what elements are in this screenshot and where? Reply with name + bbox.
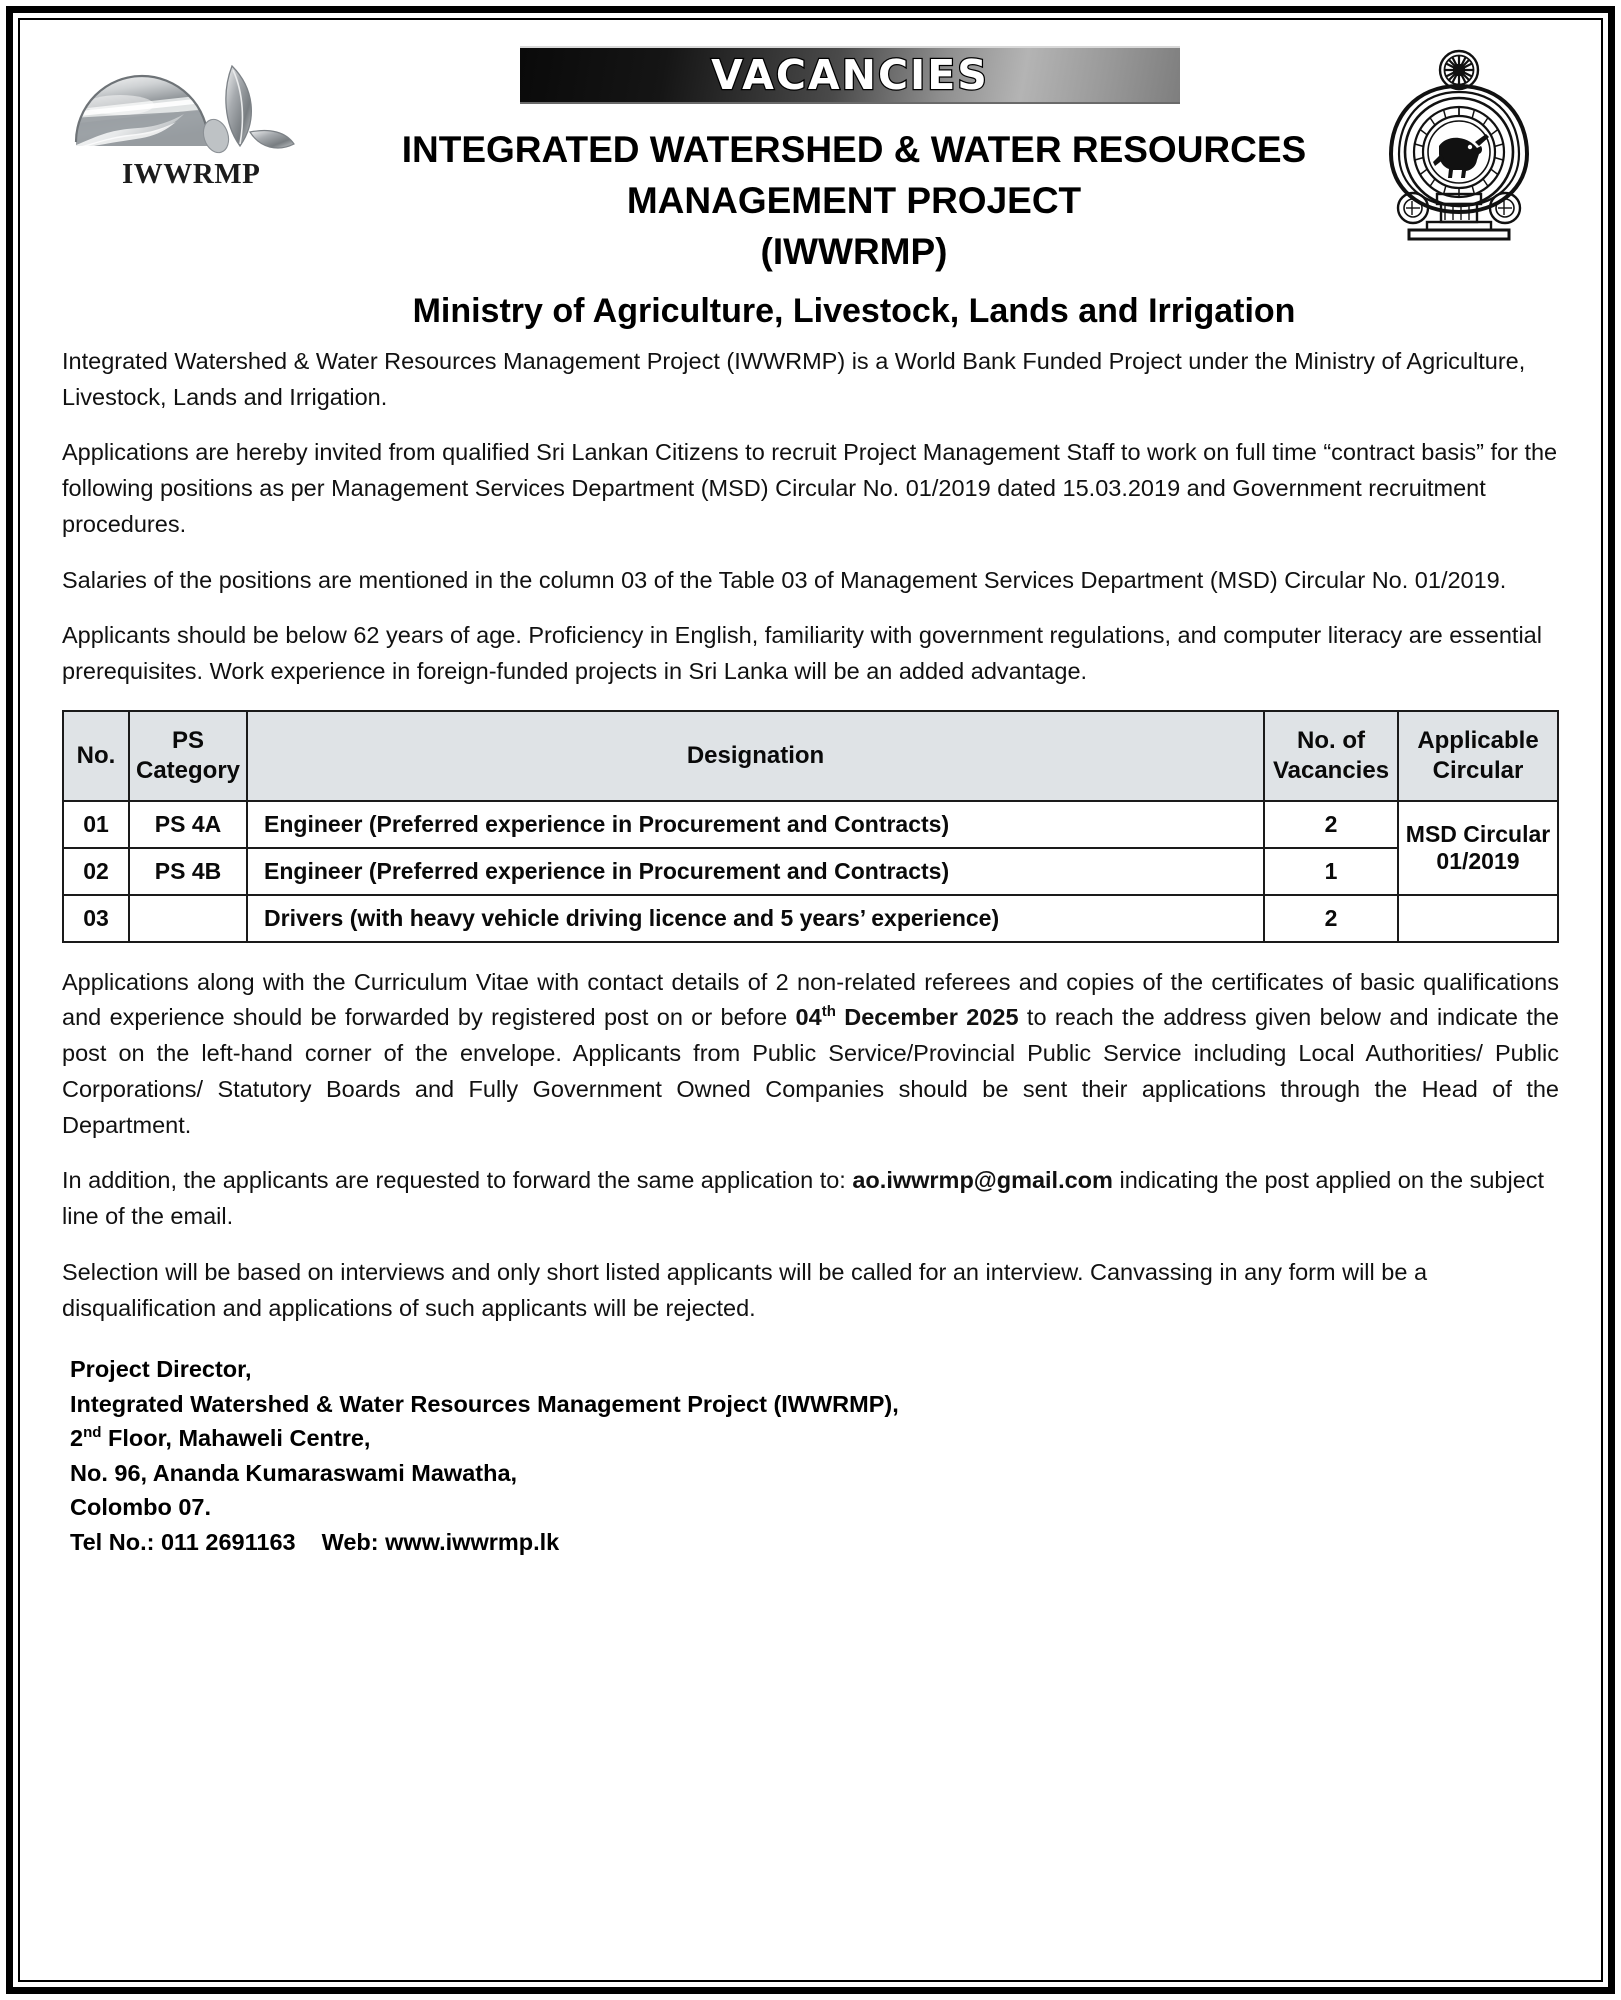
deadline-month-year: December 2025	[835, 1004, 1019, 1031]
intro-paragraph-4: Applicants should be below 62 years of age. Proficiency in English, familiarity with government regulations, and computer literacy are essential prerequisites. Work experience in foreign-funded projects in Sri Lanka will be an added advantage.	[62, 622, 1542, 685]
org-title-line-3: (IWWRMP)	[760, 231, 948, 273]
address-line-city: Colombo 07.	[70, 1494, 212, 1521]
web-label: Web:	[321, 1528, 386, 1555]
address-line-project: Integrated Watershed & Water Resources Management Project (IWWRMP),	[70, 1390, 899, 1417]
table-header-row	[63, 711, 1558, 801]
floor-number: 2	[70, 1425, 84, 1452]
table-row	[63, 848, 1558, 895]
row-vacancies: 1	[1264, 848, 1398, 895]
row-applicable-circular	[1398, 801, 1558, 895]
row-no: 01	[63, 801, 129, 848]
org-title-line-1: INTEGRATED WATERSHED & WATER RESOURCES	[401, 129, 1307, 170]
row-ps-category	[129, 895, 247, 942]
vacancies-line-1: No. of	[1297, 726, 1365, 754]
page-title	[354, 124, 1354, 277]
email-paragraph	[62, 1163, 1559, 1234]
document-header	[54, 34, 1567, 344]
column-header-circular	[1398, 711, 1558, 801]
circular-header-line-2: Circular	[1432, 756, 1524, 784]
application-lead-text: Applications along with the Curriculum Vitae with contact details of 2 non-related referees and copies of the certificates of basic qualifications and experience should be forwarded by registered post on or before	[62, 968, 1559, 1031]
row-designation: Engineer (Preferred experience in Procurement and Contracts)	[247, 848, 1264, 895]
row-applicable-circular-empty	[1398, 895, 1558, 942]
application-paragraph	[62, 965, 1559, 1144]
row-no: 03	[63, 895, 129, 942]
deadline-day: 04	[795, 1004, 822, 1031]
table-row	[63, 801, 1558, 848]
column-header-vacancies	[1264, 711, 1398, 801]
floor-number-suffix: nd	[83, 1424, 102, 1442]
page-outer-border	[6, 6, 1615, 1994]
sri-lanka-national-emblem	[1369, 42, 1549, 242]
page-inner-border	[18, 18, 1603, 1982]
column-header-designation: Designation	[247, 711, 1264, 801]
email-lead-text: In addition, the applicants are requested to forward the same application to:	[62, 1167, 853, 1194]
row-designation: Drivers (with heavy vehicle driving licence and 5 years’ experience)	[247, 895, 1264, 942]
circular-header-line-1: Applicable	[1417, 726, 1539, 754]
application-deadline	[796, 1004, 1019, 1030]
vacancies-banner-label: VACANCIES	[711, 51, 989, 99]
deadline-day-suffix: th	[821, 1003, 836, 1021]
ps-category-line-1: PS	[172, 726, 205, 754]
ps-category-line-2: Category	[136, 756, 241, 784]
circular-value-line-2: 01/2019	[1436, 847, 1520, 874]
application-tail-text: to reach the address given below and indicate the post on the left-hand corner of the envelope. Applicants from Public Service/Provincial Public Service including Local Authorities/ Public Corporations/ Statutory Boards and Fully Government Owned Companies should be sent their applications through the Head of the Department.	[62, 1004, 1559, 1138]
intro-paragraph-2: Applications are hereby invited from qualified Sri Lankan Citizens to recruit Project Management Staff to work on full time “contract basis” for the following positions as per Management Services Department (MSD) Circular No. 01/2019 dated 15.03.2019 and Government recruitment procedures.	[62, 439, 1558, 537]
address-line-floor	[70, 1421, 1551, 1456]
ministry-subtitle: Ministry of Agriculture, Livestock, Lands and Irrigation	[412, 292, 1296, 330]
page-content	[20, 20, 1601, 1980]
address-line-contact	[70, 1525, 1551, 1560]
iwwrmp-logo-mark	[64, 50, 314, 168]
intro-paragraph-3: Salaries of the positions are mentioned in the column 03 of the Table 03 of Management Services Department (MSD) Circular No. 01/2019.	[62, 566, 1507, 593]
org-title-line-2: MANAGEMENT PROJECT	[626, 180, 1082, 222]
row-vacancies: 2	[1264, 895, 1398, 942]
table-row	[63, 895, 1558, 942]
intro-paragraph-1: Integrated Watershed & Water Resources Management Project (IWWRMP) is a World Bank Funded Project under the Ministry of Agriculture, Livestock, Lands and Irrigation.	[62, 348, 1526, 410]
selection-paragraph: Selection will be based on interviews and only short listed applicants will be called for an interview. Canvassing in any form will be a disqualification and applications of such applicants will be rejected.	[62, 1258, 1428, 1321]
national-emblem-icon	[1369, 42, 1549, 242]
tel-label: Tel No.:	[70, 1528, 161, 1555]
email-tail-text: indicating the post applied on the subject line of the email.	[62, 1167, 1545, 1230]
row-ps-category: PS 4A	[129, 801, 247, 848]
contact-email[interactable]: ao.iwwrmp@gmail.com	[852, 1167, 1113, 1194]
contact-address-block	[62, 1352, 1559, 1559]
column-header-no: No.	[63, 711, 129, 801]
circular-value-line-1: MSD Circular	[1405, 820, 1551, 847]
row-designation: Engineer (Preferred experience in Procurement and Contracts)	[247, 801, 1264, 848]
iwwrmp-logo-label: IWWRMP	[122, 158, 261, 190]
tel-number: 011 2691163	[160, 1528, 296, 1555]
row-vacancies: 2	[1264, 801, 1398, 848]
web-url[interactable]: www.iwwrmp.lk	[385, 1528, 560, 1555]
document-body	[54, 344, 1567, 1559]
vacancies-line-2: Vacancies	[1272, 756, 1390, 784]
lion-figure	[1433, 134, 1489, 178]
vacancy-table	[62, 710, 1559, 943]
iwwrmp-logo	[64, 50, 314, 210]
floor-rest: Floor, Mahaweli Centre,	[101, 1425, 371, 1452]
row-no: 02	[63, 848, 129, 895]
watershed-dome-icon	[64, 50, 314, 168]
address-line-designation: Project Director,	[70, 1356, 252, 1383]
column-header-ps-category	[129, 711, 247, 801]
row-ps-category: PS 4B	[129, 848, 247, 895]
vacancies-banner	[520, 46, 1180, 104]
address-line-street: No. 96, Ananda Kumaraswami Mawatha,	[70, 1459, 518, 1486]
